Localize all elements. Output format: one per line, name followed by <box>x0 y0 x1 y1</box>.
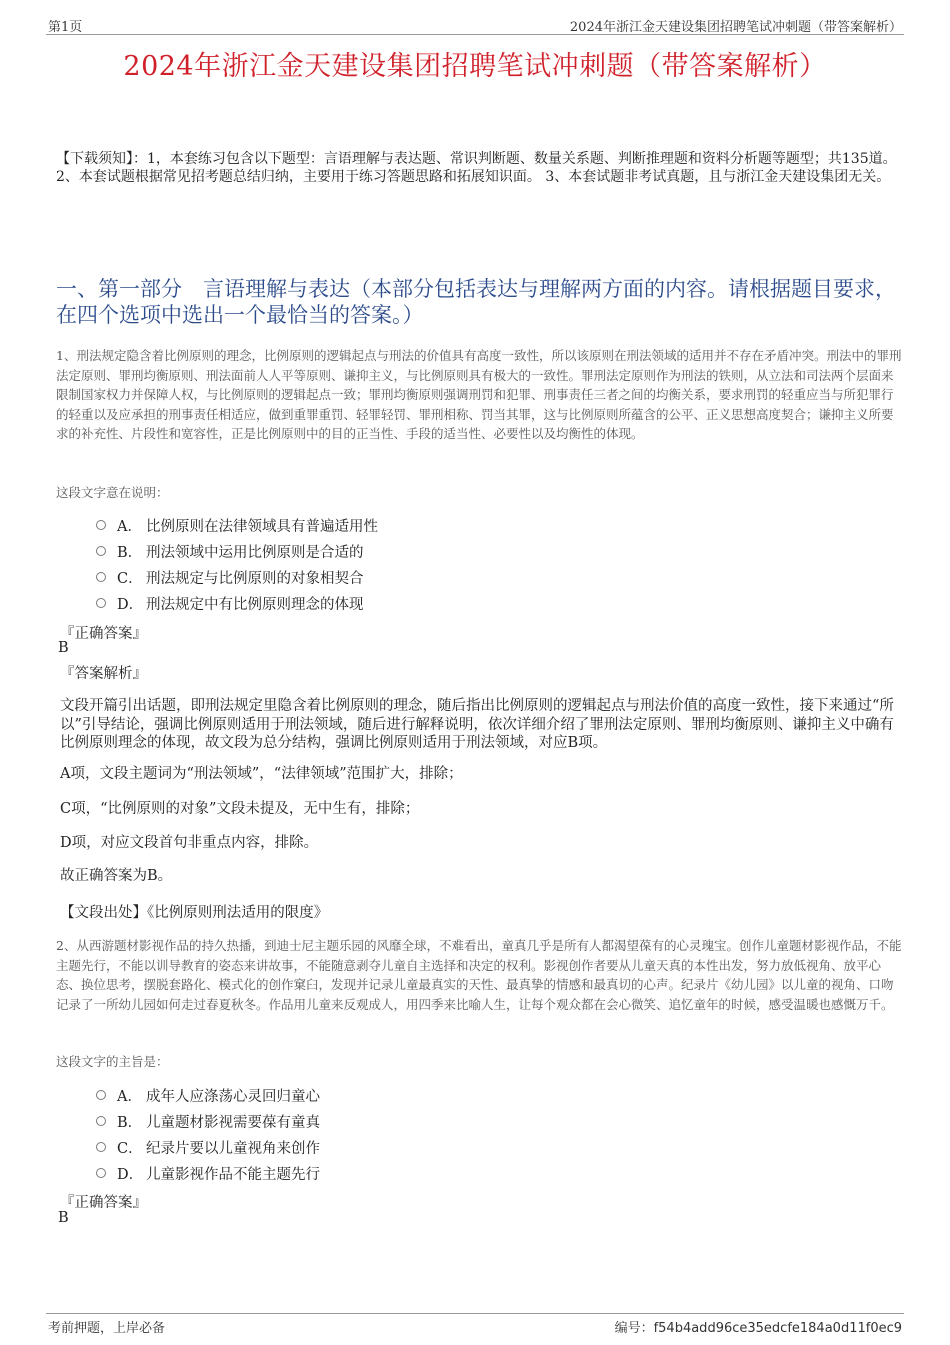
question-2-option-c[interactable]: C． 纪录片要以儿童视角来创作 <box>96 1134 320 1160</box>
radio-icon[interactable] <box>96 1090 106 1100</box>
footer-code-label: 编号： <box>614 1321 654 1336</box>
question-1-option-a[interactable]: A． 比例原则在法律领域具有普遍适用性 <box>96 512 378 538</box>
header-doc-title: 2024年浙江金天建设集团招聘笔试冲刺题（带答案解析） <box>569 20 902 35</box>
question-1-option-c[interactable]: C． 刑法规定与比例原则的对象相契合 <box>96 564 378 590</box>
footer-slogan: 考前押题，上岸必备 <box>48 1321 166 1336</box>
radio-icon[interactable] <box>96 520 106 530</box>
question-1-analysis-para-5: 故正确答案为B。 <box>60 868 173 884</box>
question-1-option-d[interactable]: D． 刑法规定中有比例原则理念的体现 <box>96 590 378 616</box>
question-1-prompt: 这段文字意在说明： <box>56 485 169 500</box>
question-1-stem: 1、刑法规定隐含着比例原则的理念，比例原则的逻辑起点与刑法的价值具有高度一致性，所以该原则在刑法领域的适用并不存在矛盾冲突。刑法中的罪刑法定原则、罪刑均衡原则、刑法面前人人平等原则、谦抑主义，与比例原则具有极大的一致性。罪刑法定原则作为刑法的铁则，从立法和司法两个层面来限制国家权力并保障人权，与比例原则的逻辑起点一致；罪刑均衡原则强调刑罚和犯罪、刑事责任三者之间的均衡关系，要求刑罚的轻重应当与所犯罪行的轻重以及应承担的刑事责任相适应，做到重罪重罚、轻罪轻罚、罪刑相称、罚当其罪，这与比例原则所蕴含的公平、正义思想高度契合；谦抑主义所要求的补充性、片段性和宽容性，正是比例原则中的目的正当性、手段的适当性、必要性以及均衡性的体现。 <box>56 348 902 441</box>
question-2-option-d[interactable]: D． 儿童影视作品不能主题先行 <box>96 1160 320 1186</box>
question-1-options <box>96 512 378 616</box>
question-1-source: 【文段出处】《比例原则刑法适用的限度》 <box>60 905 329 921</box>
question-1-analysis-para-2: A项，文段主题词为“刑法领域”，“法律领域”范围扩大，排除； <box>60 766 463 782</box>
question-1-analysis-para-3: C项，“比例原则的对象”文段未提及，无中生有，排除； <box>60 801 420 817</box>
footer-code-value: f54b4add96ce35edcfe184a0d11f0ec9 <box>653 1321 902 1336</box>
question-2-option-a[interactable]: A． 成年人应涤荡心灵回归童心 <box>96 1082 320 1108</box>
document-title: 2024年浙江金天建设集团招聘笔试冲刺题（带答案解析） <box>123 51 827 82</box>
question-2-prompt: 这段文字的主旨是： <box>56 1054 169 1069</box>
page-header <box>46 14 904 35</box>
question-1-answer-label: 『正确答案』 <box>60 626 147 642</box>
radio-icon[interactable] <box>96 1168 106 1178</box>
footer-code <box>615 1317 902 1336</box>
question-1-analysis-para-4: D项，对应文段首句非重点内容，排除。 <box>60 835 319 851</box>
download-notice: 【下载须知】：1，本套练习包含以下题型：言语理解与表达题、常识判断题、数量关系题、判断推理题和资料分析题等题型；共135道。 2、本套试题根据常见招考题总结归纳，主要用于练习答题思路和拓展知识面。 3、本套试题非考试真题，且与浙江金天建设集团无关。 <box>56 151 897 185</box>
page-number: 第1页 <box>48 20 83 35</box>
question-2-answer-label: 『正确答案』 <box>60 1195 147 1211</box>
radio-icon[interactable] <box>96 546 106 556</box>
question-2-answer: B <box>58 1210 69 1226</box>
question-1-analysis-label: 『答案解析』 <box>60 666 147 682</box>
question-2-option-b[interactable]: B． 儿童题材影视需要葆有童真 <box>96 1108 320 1134</box>
radio-icon[interactable] <box>96 1142 106 1152</box>
section-heading: 一、第一部分 言语理解与表达（本部分包括表达与理解两方面的内容。请根据题目要求，在四个选项中选出一个最恰当的答案。） <box>56 277 896 327</box>
radio-icon[interactable] <box>96 1116 106 1126</box>
question-2-stem: 2、从西游题材影视作品的持久热播，到迪士尼主题乐园的风靡全球，不难看出，童真几乎是所有人都渴望葆有的心灵瑰宝。创作儿童题材影视作品，不能主题先行，不能以训导教育的姿态来讲故事，不能随意剥夺儿童自主选择和决定的权利。影视创作者要从儿童天真的本性出发，努力放低视角、放平心态、换位思考，摆脱套路化、模式化的创作窠臼，发现并记录儿童最真实的天性、最真挚的情感和最真切的心声。纪录片《幼儿园》以儿童的视角、口吻记录了一所幼儿园如何走过春夏秋冬。作品用儿童来反观成人，用四季来比喻人生，让每个观众都在会心微笑、追忆童年的时候，感受温暖也感慨万千。 <box>56 938 902 1012</box>
radio-icon[interactable] <box>96 598 106 608</box>
question-1-option-b[interactable]: B． 刑法领域中运用比例原则是合适的 <box>96 538 378 564</box>
question-1-answer: B <box>58 640 69 656</box>
question-1-analysis-para-1: 文段开篇引出话题，即刑法规定里隐含着比例原则的理念，随后指出比例原则的逻辑起点与刑法价值的高度一致性，接下来通过“所以”引导结论，强调比例原则适用于刑法领域，随后进行解释说明，依次详细介绍了罪刑法定原则、罪刑均衡原则、谦抑主义中确有比例原则理念的体现，故文段为总分结构，强调比例原则适用于刑法领域，对应B项。 <box>60 698 894 751</box>
page-footer <box>46 1313 904 1334</box>
radio-icon[interactable] <box>96 572 106 582</box>
question-2-options <box>96 1082 320 1186</box>
